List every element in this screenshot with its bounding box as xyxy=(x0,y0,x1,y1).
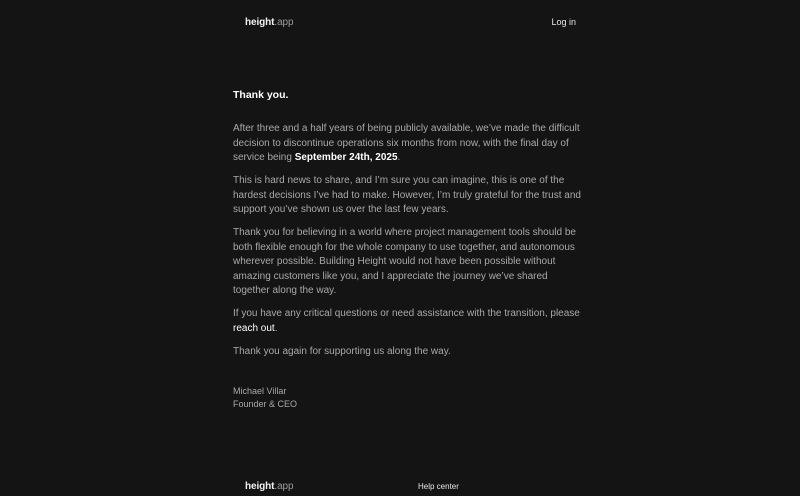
header-logo[interactable] xyxy=(245,17,293,28)
paragraph-announcement xyxy=(233,122,581,166)
shutdown-date: September 24th, 2025 xyxy=(294,152,398,163)
paragraph-customers: Thank you for believing in a world where project management tools should be both flexible enough for the whole company to use together, and autonomous wherever possible. Building Height would not have been possible without amazing customers like you, and I appreciate the journey we’ve shared together along the way. xyxy=(233,227,576,296)
footer xyxy=(245,480,585,496)
signature xyxy=(233,385,297,411)
p4-text: If you have any critical questions or need assistance with the transition, please xyxy=(233,308,580,319)
p1-end: . xyxy=(397,152,401,163)
signature-name: Michael Villar xyxy=(233,386,287,396)
paragraph-closing: Thank you again for supporting us along the way. xyxy=(233,345,451,357)
letter-heading: Thank you. xyxy=(233,89,289,101)
logo-tld: .app xyxy=(274,17,294,28)
help-center-link[interactable]: Help center xyxy=(418,482,459,491)
p1-text: After three and a half years of being publicly available, we’ve made the difficult decision to discontinue operations six months from now, with the final day of service being xyxy=(233,123,580,163)
letter-body xyxy=(233,88,581,368)
footer-logo-tld: .app xyxy=(274,481,294,492)
signature-title: Founder & CEO xyxy=(233,399,298,409)
top-navigation xyxy=(245,17,576,33)
footer-logo-brand: height xyxy=(245,481,275,492)
paragraph-contact xyxy=(233,307,581,336)
logo-brand: height xyxy=(245,17,275,28)
login-link[interactable]: Log in xyxy=(551,17,576,27)
paragraph-gratitude: This is hard news to share, and I’m sure you can imagine, this is one of the hardest decisions I’ve had to make. However, I’m truly grateful for the trust and support you’ve shown us over the last few years. xyxy=(233,175,581,215)
footer-logo[interactable] xyxy=(245,481,293,492)
p4-end: . xyxy=(274,322,278,334)
reach-out-link[interactable]: reach out xyxy=(233,322,275,334)
